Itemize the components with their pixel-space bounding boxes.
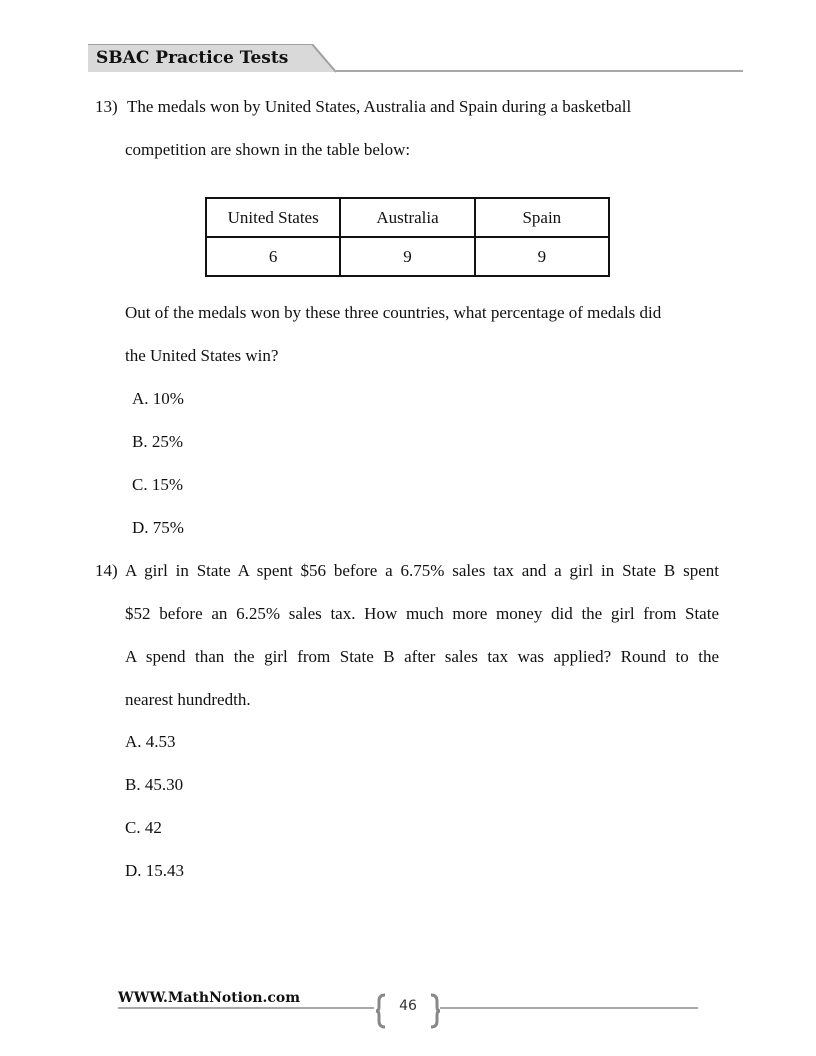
question-14-option-c[interactable]: C. 42: [125, 818, 162, 837]
header-title: SBAC Practice Tests: [96, 48, 289, 68]
question-13-option-c[interactable]: C. 15%: [132, 475, 183, 494]
question-14-text-line-1: A girl in State A spent $56 before a 6.75% sales tax and a girl in State B spent: [125, 561, 719, 580]
page-number: 46: [399, 998, 417, 1014]
question-14-text-line-3: A spend than the girl from State B after sales tax was applied? Round to the: [125, 647, 719, 666]
table-header-united-states: United States: [206, 198, 340, 237]
question-13-text-line-3: Out of the medals won by these three countries, what percentage of medals did: [125, 303, 662, 322]
table-value-united-states: 6: [206, 237, 340, 276]
question-13-text-line-2: competition are shown in the table below:: [125, 140, 411, 159]
question-14-text-line-2: $52 before an 6.25% sales tax. How much more money did the girl from State: [125, 604, 719, 623]
footer-divider-right: [440, 1007, 698, 1009]
footer-divider-left: [118, 1007, 374, 1009]
question-14-text-line-4: nearest hundredth.: [125, 690, 251, 709]
table-header-australia: Australia: [340, 198, 474, 237]
question-13-option-b[interactable]: B. 25%: [132, 432, 183, 451]
left-brace-icon: [374, 993, 388, 1029]
medals-table-value-row: [206, 237, 609, 276]
question-14-number: 14): [95, 561, 118, 580]
table-value-australia: 9: [340, 237, 474, 276]
question-13-text-line-1: The medals won by United States, Australia and Spain during a basketball: [127, 97, 632, 116]
question-13-option-a[interactable]: A. 10%: [132, 389, 184, 408]
question-14-option-b[interactable]: B. 45.30: [125, 775, 184, 794]
right-brace-icon: [428, 993, 442, 1029]
medals-table: [205, 197, 610, 277]
question-13-text-line-4: the United States win?: [125, 346, 279, 365]
footer-website: WWW.MathNotion.com: [118, 990, 301, 1006]
question-13-option-d[interactable]: D. 75%: [132, 518, 184, 537]
question-14-option-d[interactable]: D. 15.43: [125, 861, 185, 880]
header-tab: [88, 44, 334, 72]
table-header-spain: Spain: [475, 198, 609, 237]
question-13-number: 13): [95, 97, 118, 116]
question-14-option-a[interactable]: A. 4.53: [125, 732, 176, 751]
header-divider: [334, 70, 743, 72]
table-value-spain: 9: [475, 237, 609, 276]
medals-table-header-row: [206, 198, 609, 237]
